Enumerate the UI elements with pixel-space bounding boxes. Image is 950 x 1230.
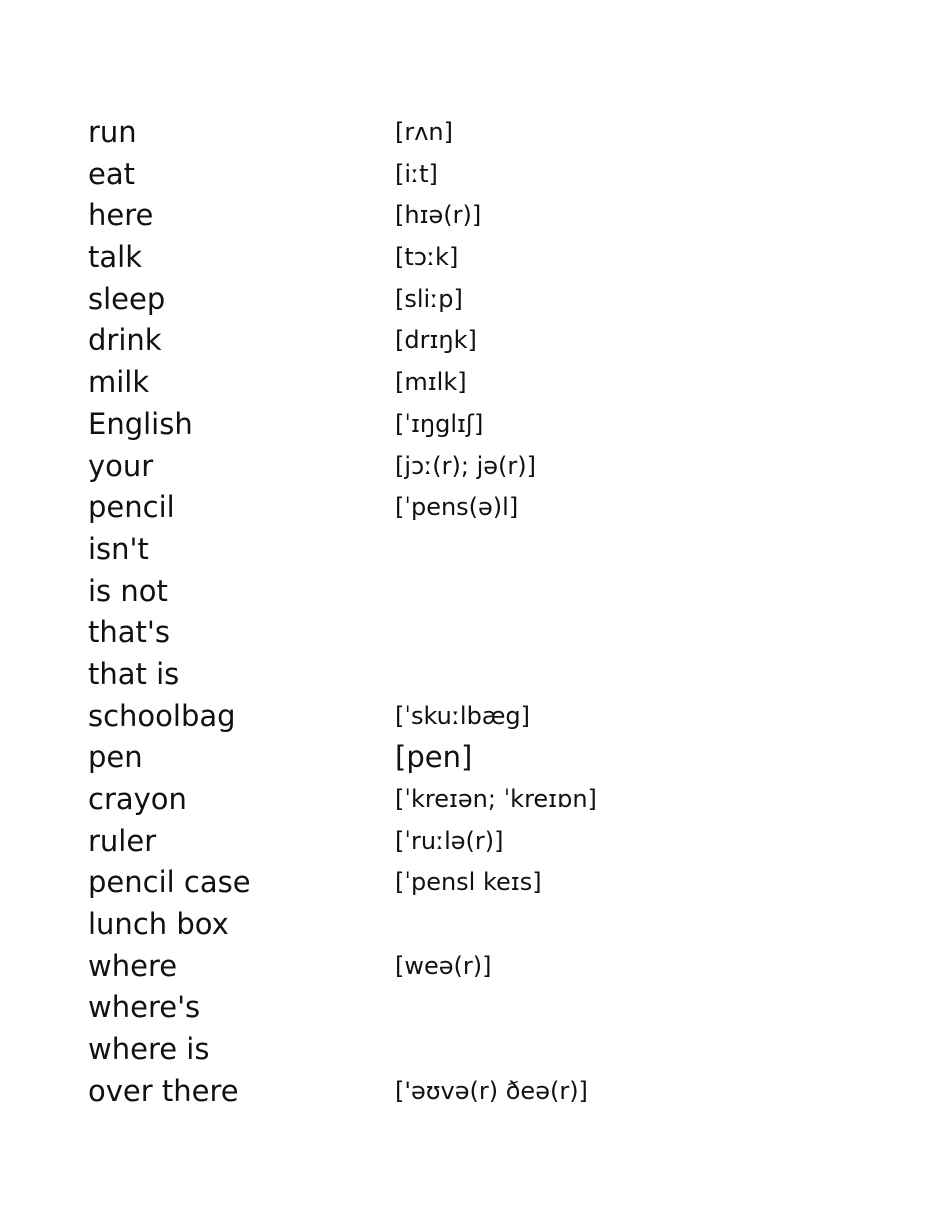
- word: run: [88, 115, 137, 149]
- word: your: [88, 448, 154, 483]
- vocab-row-15: [88, 737, 788, 779]
- phonetic: [sliːp]: [395, 284, 463, 313]
- word: sleep: [88, 281, 166, 316]
- word: isn't: [88, 531, 149, 566]
- vocab-row-11: [88, 571, 788, 613]
- vocab-row-7: [88, 404, 788, 446]
- word: pen: [88, 740, 143, 775]
- vocab-row-22: [88, 1029, 788, 1071]
- phonetic: [ˈskuːlbæg]: [395, 701, 530, 730]
- word: lunch box: [88, 907, 229, 942]
- vocab-row-14: [88, 696, 788, 738]
- vocab-row-17: [88, 821, 788, 863]
- vocab-row-12: [88, 612, 788, 654]
- phonetic: [weə(r)]: [395, 951, 492, 980]
- word: ruler: [88, 823, 157, 858]
- word: crayon: [88, 782, 187, 816]
- vocab-row-19: [88, 904, 788, 946]
- word: drink: [88, 323, 162, 358]
- word: English: [88, 406, 193, 441]
- word: schoolbag: [88, 698, 236, 733]
- word: milk: [88, 365, 150, 400]
- phonetic: ['əʊvə(r) ðeə(r)]: [395, 1076, 588, 1105]
- phonetic: [jɔː(r); jə(r)]: [395, 451, 536, 480]
- word: that's: [88, 615, 170, 650]
- vocab-row-8: [88, 446, 788, 488]
- word: that is: [88, 656, 180, 691]
- vocab-row-16: [88, 779, 788, 821]
- word: where's: [88, 990, 201, 1025]
- phonetic: [ˈkreɪən; ˈkreɪɒn]: [395, 785, 597, 813]
- phonetic: [drɪŋk]: [395, 326, 477, 355]
- vocab-row-18: [88, 862, 788, 904]
- phonetic: [ˈruːlə(r)]: [395, 826, 504, 855]
- word: eat: [88, 156, 135, 191]
- word: is not: [88, 573, 168, 608]
- vocab-row-2: [88, 195, 788, 237]
- word: where: [88, 948, 178, 983]
- vocabulary-list: [88, 112, 788, 1113]
- word: pencil: [88, 490, 175, 525]
- phonetic: [iːt]: [395, 159, 438, 188]
- vocab-row-0: [88, 112, 788, 154]
- vocab-row-5: [88, 320, 788, 362]
- phonetic: [ˈpens(ə)l]: [395, 493, 519, 522]
- vocab-row-13: [88, 654, 788, 696]
- vocab-row-23: [88, 1071, 788, 1113]
- vocab-row-10: [88, 529, 788, 571]
- phonetic: [hɪə(r)]: [395, 201, 482, 230]
- vocab-row-6: [88, 362, 788, 404]
- vocab-row-4: [88, 279, 788, 321]
- phonetic: [ˈpensl keɪs]: [395, 868, 542, 897]
- vocab-row-20: [88, 946, 788, 988]
- vocab-row-21: [88, 987, 788, 1029]
- word: where is: [88, 1032, 210, 1067]
- vocab-row-3: [88, 237, 788, 279]
- phonetic: [pen]: [395, 740, 473, 775]
- vocab-row-1: [88, 154, 788, 196]
- phonetic: [ˈɪŋglɪʃ]: [395, 409, 484, 438]
- word: talk: [88, 240, 142, 275]
- phonetic: [tɔːk]: [395, 243, 459, 272]
- word: here: [88, 198, 154, 233]
- phonetic: [rʌn]: [395, 118, 454, 146]
- phonetic: [mɪlk]: [395, 368, 467, 397]
- word: pencil case: [88, 865, 251, 900]
- word: over there: [88, 1073, 239, 1108]
- vocab-row-9: [88, 487, 788, 529]
